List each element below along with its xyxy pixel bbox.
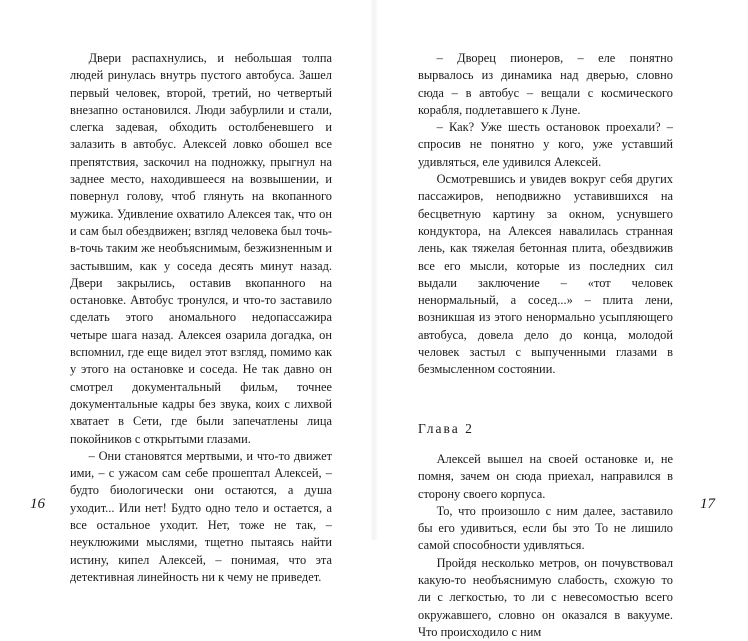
left-page-body — [70, 50, 332, 586]
right-page-body — [418, 50, 673, 641]
page-number: 16 — [30, 496, 45, 512]
chapter-heading: Глава 2 — [418, 420, 474, 436]
left-page — [0, 0, 374, 584]
paragraph: Двери распахнулись, и небольшая толпа людей ринулась внутрь пустого автобуса. Зашел первый человек, второй, третий, но четвертый внезапно остановился. Люди забурлили и стали, слегка задевая, обходить остолбеневшего и залазить в автобус. Алексей ловко обошел все препятствия, заскочил на подножку, прыгнул на заднее место, находившееся на возвышении, и повернул голову, чтоб глянуть на вкопанного мужика. Удивление охватило Алексея так, что он и сам был обездвижен; взгляд человека был точь-в-точь таким же необъяснимым, безжизненным и застывшим, как у соседа десять минут назад. Двери закрылись, оставив вкопанного на остановке. Автобус тронулся, и что-то заставило сделать этого аномального недопассажира четыре шага назад. Алексея озарила догадка, он вспомнил, где еще видел этот взгляд, помимо как у этого на остановке и соседа. Не так давно он смотрел документальный фильм, точнее документальные кадры без звука, коих с лихвой хватает в Сети, где были запечатлены лица покойников с открытыми глазами. — [70, 51, 332, 446]
paragraph: – Как? Уже шесть остановок проехали? – спросив не понятно у кого, уже уставший удивляться, еле удивился Алексей. — [418, 120, 673, 169]
paragraph: Алексей вышел на своей остановке и, не помня, зачем он сюда приехал, направился в сторону своего корпуса. — [418, 451, 673, 501]
paragraph: – Дворец пионеров, – еле понятно вырвалось из динамика над дверью, словно сюда – в автобус – вещали с космического корабля, подлетавшего к Луне. — [418, 51, 673, 117]
paragraph: Пройдя несколько метров, он почувствовал какую-то необъяснимую слабость, схожую то ли с легкостью, то ли с невесомостью всего окружавшего, словно он оказался в вакууме. Что происходило с ним — [418, 555, 673, 639]
paragraph: То, что произошло с ним далее, заставило бы его удивиться, если бы это То не лишило самой способности удивляться. — [418, 503, 673, 553]
paragraph: Осмотревшись и увидев вокруг себя других пассажиров, неподвижно уставившихся на бесцветную картину за окном, уснувшего кондуктора, на Алексея навалилась странная лень, как тяжелая бетонная плита, обездвижив все его мысли, которые из последних сил выдали заключение – «тот человек ненормальный, а сосед...» – плита лени, возникшая из этого ненормально усыпляющего автобуса, довела дело до конца, молодой человек застыл с выпученными глазами в безмысленном состоянии. — [418, 172, 673, 377]
page-number: 17 — [700, 496, 715, 512]
paragraph: – Они становятся мертвыми, и что-то движет ими, – с ужасом сам себе прошептал Алексей, – будто биологически они остаются, а душа уходит... Или нет! Будто одно тело и остается, а все остальное уходит. Нет, тоже не так, – неуклюжими мыслями, тщетно пытаясь найти истину, кипел Алексей, – понимая, что эта детективная линейность ни к чему не приведет. — [70, 448, 332, 584]
right-page — [374, 0, 748, 639]
